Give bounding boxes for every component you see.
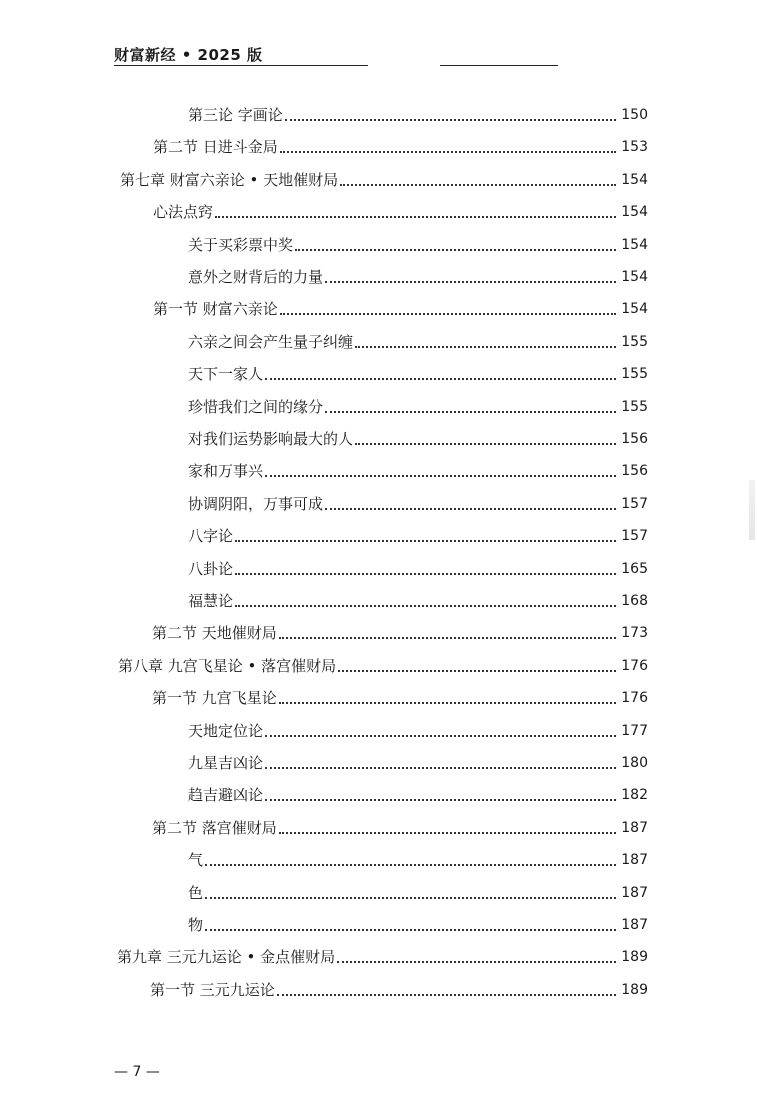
toc-entry-title: 六亲之间会产生量子纠缠 xyxy=(188,333,354,351)
dot-leader xyxy=(285,119,616,121)
toc-entry-title: 第一节 九宫飞星论 xyxy=(152,689,277,707)
toc-entry-page: 154 xyxy=(621,172,648,188)
toc-entry xyxy=(153,132,648,156)
toc-entry-page: 187 xyxy=(621,917,648,933)
dot-leader xyxy=(277,994,616,996)
dot-leader xyxy=(265,767,616,769)
toc-entry-title: 家和万事兴 xyxy=(188,462,264,480)
dot-leader xyxy=(265,799,616,801)
toc-entry-title: 八字论 xyxy=(188,527,234,545)
toc-entry xyxy=(188,780,648,804)
dot-leader xyxy=(265,475,616,477)
toc-entry-page: 182 xyxy=(621,787,648,803)
toc-entry-title: 第八章 九宫飞星论 • 落宫催财局 xyxy=(118,657,337,675)
toc-entry xyxy=(188,845,648,869)
toc-entry-title: 趋吉避凶论 xyxy=(188,786,264,804)
toc-entry xyxy=(152,813,648,837)
page-number: — 7 — xyxy=(114,1064,160,1080)
dot-leader xyxy=(235,605,616,607)
toc-entry xyxy=(188,359,648,383)
toc-entry xyxy=(118,651,648,675)
toc-entry-title: 福慧论 xyxy=(188,592,234,610)
toc-entry-page: 154 xyxy=(621,269,648,285)
toc-entry-title: 对我们运势影响最大的人 xyxy=(188,430,354,448)
toc-entry xyxy=(188,521,648,545)
toc-entry xyxy=(117,942,648,966)
toc-entry-page: 157 xyxy=(621,496,648,512)
toc-entry-page: 176 xyxy=(621,658,648,674)
toc-entry-title: 天地定位论 xyxy=(188,722,264,740)
toc-entry-page: 173 xyxy=(621,625,648,641)
toc-entry-page: 155 xyxy=(621,334,648,350)
toc-entry xyxy=(188,100,648,124)
dot-leader xyxy=(235,573,616,575)
toc-entry-title: 第一节 财富六亲论 xyxy=(153,300,278,318)
toc-entry-title: 第九章 三元九运论 • 金点催财局 xyxy=(117,948,336,966)
toc-entry-title: 第二节 日进斗金局 xyxy=(153,138,278,156)
toc-entry-page: 156 xyxy=(621,463,648,479)
dot-leader xyxy=(337,961,616,963)
toc-entry-title: 物 xyxy=(188,916,204,934)
dot-leader xyxy=(338,670,616,672)
toc-entry xyxy=(188,262,648,286)
toc-entry-page: 187 xyxy=(621,885,648,901)
book-title: 财富新经 • 2025 版 xyxy=(114,46,263,64)
toc-entry-title: 气 xyxy=(188,851,204,869)
dot-leader xyxy=(235,540,616,542)
toc-entry xyxy=(153,197,648,221)
dot-leader xyxy=(279,702,616,704)
toc-entry-page: 150 xyxy=(621,107,648,123)
dot-leader xyxy=(355,346,616,348)
toc-entry xyxy=(120,165,648,189)
dot-leader xyxy=(279,832,616,834)
toc-entry-title: 心法点窍 xyxy=(153,203,214,221)
toc-entry-title: 第二节 天地催财局 xyxy=(152,624,277,642)
toc-entry xyxy=(188,910,648,934)
toc-entry-page: 154 xyxy=(621,237,648,253)
dot-leader xyxy=(325,508,616,510)
header-rule-right xyxy=(440,65,558,66)
toc-entry-page: 155 xyxy=(621,399,648,415)
toc-entry xyxy=(188,489,648,513)
header-rule-left xyxy=(114,65,368,66)
toc-entry xyxy=(188,392,648,416)
toc-entry xyxy=(153,294,648,318)
toc-entry-title: 关于买彩票中奖 xyxy=(188,236,294,254)
dot-leader xyxy=(215,216,616,218)
toc-entry-title: 第二节 落宫催财局 xyxy=(152,819,277,837)
toc-entry-page: 187 xyxy=(621,852,648,868)
toc-entry xyxy=(150,975,648,999)
toc-entry xyxy=(188,424,648,448)
toc-entry-title: 意外之财背后的力量 xyxy=(188,268,324,286)
toc-entry-page: 187 xyxy=(621,820,648,836)
toc-entry-page: 154 xyxy=(621,204,648,220)
scan-edge-mark xyxy=(749,480,755,540)
toc-entry-title: 天下一家人 xyxy=(188,365,264,383)
toc-entry-page: 176 xyxy=(621,690,648,706)
toc-entry-page: 165 xyxy=(621,561,648,577)
dot-leader xyxy=(325,281,616,283)
dot-leader xyxy=(265,378,616,380)
toc-entry-title: 九星吉凶论 xyxy=(188,754,264,772)
dot-leader xyxy=(279,637,616,639)
toc-entry-title: 第一节 三元九运论 xyxy=(150,981,275,999)
toc-entry-page: 156 xyxy=(621,431,648,447)
dot-leader xyxy=(265,735,616,737)
toc-entry-page: 168 xyxy=(621,593,648,609)
toc-entry xyxy=(188,716,648,740)
toc-entry xyxy=(188,230,648,254)
toc-entry-page: 157 xyxy=(621,528,648,544)
toc-entry xyxy=(152,618,648,642)
toc-entry xyxy=(188,456,648,480)
toc-entry-title: 珍惜我们之间的缘分 xyxy=(188,398,324,416)
toc-entry xyxy=(188,327,648,351)
dot-leader xyxy=(325,411,616,413)
toc-entry-title: 色 xyxy=(188,884,204,902)
toc-entry xyxy=(188,748,648,772)
toc-entry-title: 第三论 字画论 xyxy=(188,106,283,124)
toc-entry xyxy=(188,586,648,610)
toc-entry-page: 180 xyxy=(621,755,648,771)
toc-entry xyxy=(188,878,648,902)
dot-leader xyxy=(340,184,616,186)
dot-leader xyxy=(205,897,616,899)
toc-entry-page: 189 xyxy=(621,982,648,998)
toc-entry-page: 177 xyxy=(621,723,648,739)
toc-entry xyxy=(152,683,648,707)
toc-entry-page: 189 xyxy=(621,949,648,965)
toc-entry-page: 155 xyxy=(621,366,648,382)
dot-leader xyxy=(355,443,616,445)
toc-entry-title: 协调阴阳，万事可成 xyxy=(188,495,324,513)
toc-entry xyxy=(188,554,648,578)
dot-leader xyxy=(295,249,616,251)
dot-leader xyxy=(205,864,616,866)
toc-entry-title: 八卦论 xyxy=(188,560,234,578)
toc-entry-title: 第七章 财富六亲论 • 天地催财局 xyxy=(120,171,339,189)
dot-leader xyxy=(280,151,616,153)
dot-leader xyxy=(205,929,616,931)
toc-entry-page: 153 xyxy=(621,139,648,155)
dot-leader xyxy=(280,313,616,315)
toc-entry-page: 154 xyxy=(621,301,648,317)
